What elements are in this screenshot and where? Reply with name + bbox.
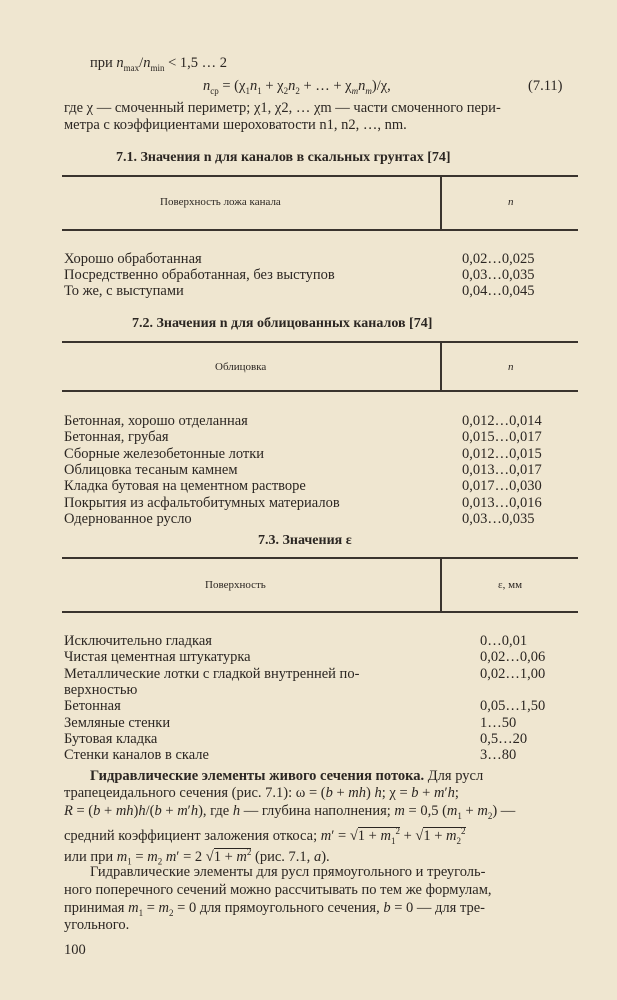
table1-col1-header: Поверхность ложа канала — [160, 196, 281, 208]
table-row-value: 1…50 — [480, 714, 517, 731]
table-row-value: 0,015…0,017 — [462, 429, 542, 446]
table3-caption: 7.3. Значения ε — [258, 533, 352, 548]
body-p1-line3: R = (b + mh)h/(b + m′h), где h — глубина наполнения; m = 0,5 $(m_1 + m_2)$ — — [64, 803, 516, 821]
body-p1-line4: средний коэффициент заложения откоса; $m' = √1 + m_1^2 + √1 + m_2^2$ — [64, 826, 466, 846]
table2-col-divider — [440, 341, 442, 391]
table-row-value: 0,03…0,035 — [462, 510, 535, 527]
intro-formula: $n_{ср} = (\chi_1n_1 + \chi_2n_2$ + … + $\chi_mn_m)/\chi$, — [203, 78, 391, 96]
table-row-value: 0,012…0,014 — [462, 413, 542, 429]
table-row-label: Кладка бутовая на цементном растворе — [64, 478, 306, 495]
table-row-value: 0,02…0,06 — [480, 649, 546, 666]
table3-header-rule — [62, 611, 578, 613]
table3-col1-header: Поверхность — [205, 579, 266, 591]
body-p2-line4: угольного. — [64, 917, 130, 933]
table3-col-divider — [440, 557, 442, 612]
table1-caption: 7.1. Значения n для каналов в скальных грунтах [74] — [116, 150, 451, 165]
table2-col2-header: n — [508, 361, 514, 373]
intro-line3: где χ — смоченный периметр; χ1, χ2, … χm — части смоченного пери- — [64, 100, 501, 116]
body-p2-line2: ного поперечного сечений можно рассчитывать по тем же формулам, — [64, 882, 492, 898]
body-p2-line3: принимая $m_1 = m_2 = 0$ для прямоугольного сечения, b = 0 — для тре- — [64, 900, 485, 918]
table-row-label: Хорошо обработанная — [64, 251, 202, 267]
table-row-label: Облицовка тесаным камнем — [64, 461, 238, 478]
table-row-label: То же, с выступами — [64, 283, 184, 299]
table-row-value: 0,013…0,016 — [462, 494, 542, 511]
table2-header-rule — [62, 390, 578, 392]
table-row-value: 0…0,01 — [480, 633, 528, 649]
table-row-value: 0,013…0,017 — [462, 461, 542, 478]
table2-top-rule — [62, 341, 578, 343]
table-row-label: верхностью — [64, 681, 138, 698]
equation-number: (7.11) — [528, 78, 563, 94]
table1-header-rule — [62, 229, 578, 231]
table2-col1-header: Облицовка — [215, 361, 267, 373]
table-row-label: Одернованное русло — [64, 510, 192, 527]
table-row-label: Стенки каналов в скале — [64, 747, 209, 764]
intro-line4: метра с коэффициентами шероховатости n1, n2, …, nm. — [64, 117, 407, 133]
body-p1-line1: Гидравлические элементы живого сечения потока. Для русл — [90, 768, 484, 784]
table-row-value: 0,5…20 — [480, 730, 528, 747]
body-p1-line2: трапецеидального сечения (рис. 7.1): ω = (b + mh) h; χ = b + m′h; — [64, 785, 459, 801]
table-row-value: 0,012…0,015 — [462, 445, 542, 462]
table-row-label: Чистая цементная штукатурка — [64, 649, 251, 666]
table-row-value: 0,017…0,030 — [462, 478, 542, 495]
table-row-value: 0,04…0,045 — [462, 283, 535, 299]
table-row-label: Бетонная — [64, 698, 121, 715]
table-row-label: Бетонная, грубая — [64, 429, 169, 446]
table-row-label: Земляные стенки — [64, 714, 171, 731]
table3-col2-header: ε, мм — [498, 579, 523, 591]
table-row-value: 0,02…1,00 — [480, 665, 546, 682]
table-row-label: Бетонная, хорошо отделанная — [64, 413, 248, 429]
table-row-label: Исключительно гладкая — [64, 633, 212, 649]
table1-top-rule — [62, 175, 578, 177]
table-row-label: Посредственно обработанная, без выступов — [64, 267, 335, 283]
table-row-value: 0,03…0,035 — [462, 267, 535, 283]
body-p2-line1: Гидравлические элементы для русл прямоугольного и треуголь- — [90, 864, 486, 880]
intro-line1: при $n_{max}/n_{min} < 1,5$ … 2 — [90, 55, 228, 73]
page-number: 100 — [64, 942, 86, 958]
table-row-value: 3…80 — [480, 747, 517, 764]
table-row-label: Сборные железобетонные лотки — [64, 445, 265, 462]
table3-top-rule — [62, 557, 578, 559]
table-row-label: Покрытия из асфальтобитумных материалов — [64, 494, 340, 511]
table2-caption: 7.2. Значения n для облицованных каналов [74] — [132, 316, 433, 331]
body-p1-line5: или при $m_1 = m_2$ m′ = 2 $√1 + m^2$ (рис. 7.1, а). — [64, 847, 330, 867]
table-row-label: Металлические лотки с гладкой внутренней по- — [64, 665, 360, 682]
table-row-value: 0,05…1,50 — [480, 698, 546, 715]
table1-col2-header: n — [508, 196, 514, 208]
table-row-value: 0,02…0,025 — [462, 251, 535, 267]
table-row-label: Бутовая кладка — [64, 730, 158, 747]
table1-col-divider — [440, 175, 442, 230]
